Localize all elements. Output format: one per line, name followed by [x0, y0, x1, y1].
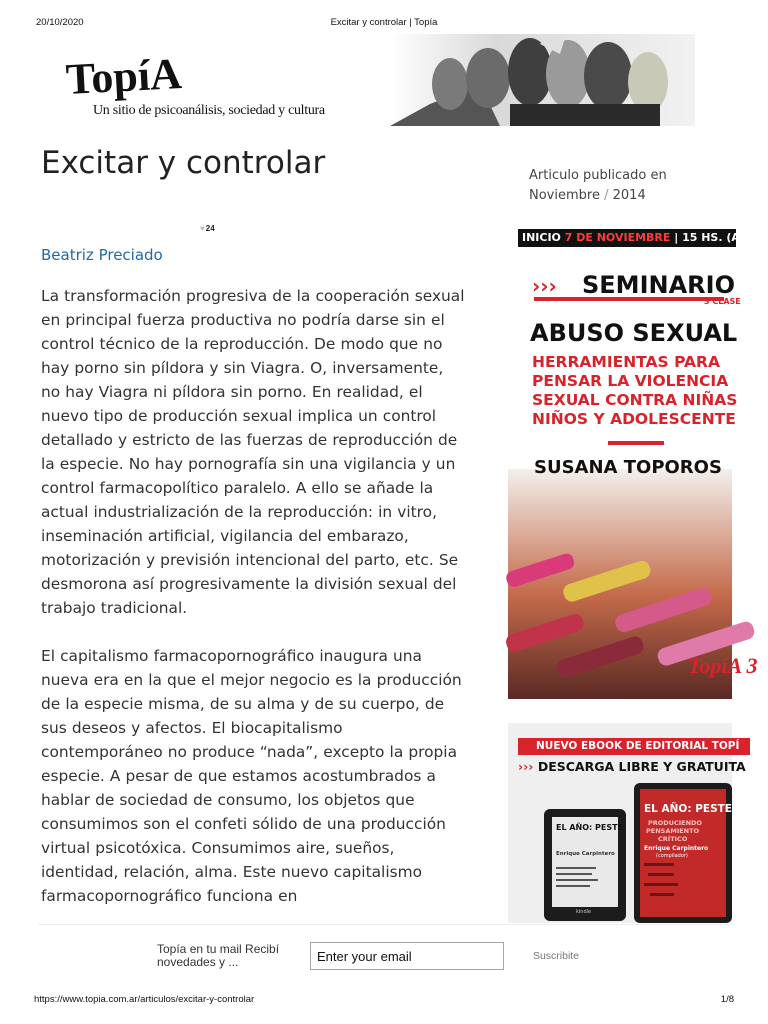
ebook-chevron-icon: ››› — [518, 759, 534, 774]
seminar-ad-logo: TopíA 3 — [688, 653, 758, 678]
share-counter[interactable] — [200, 224, 215, 233]
author-link[interactable]: Beatriz Preciado — [41, 246, 163, 264]
header-banner-image — [390, 34, 695, 126]
print-header — [0, 17, 768, 31]
seminar-ad-heading: SEMINARIO — [582, 271, 735, 299]
seminar-ad[interactable] — [508, 219, 758, 699]
print-url: https://www.topia.com.ar/articulos/excitar-y-controlar — [34, 994, 255, 1005]
site-logo-text: TopíA — [64, 48, 183, 104]
ebook-ad[interactable] — [508, 723, 746, 923]
article-paragraph: El capitalismo farmacopornográfico inaugura una nueva era en la que el mejor negocio es la producción de la especie misma, de su alma y de su cuerpo, de sus deseos y afectos. El biocapitalismo contemporáneo no produce “nada”, excepto la propia especie. A pesar de que estamos acostumbrados a hablar de sociedad de consumo, los objetos que consumimos son el confeti sólido de una producción virtual psicotóxica. Consumimos aire, sueños, identidad, relación, alma. Este nuevo capitalismo farmacopornográfico funciona en — [41, 647, 462, 905]
ebook-cover-title: EL AÑO: PESTE — [644, 803, 732, 815]
seminar-chevron-icon: ››› — [532, 274, 557, 298]
print-date: 20/10/2020 — [36, 17, 84, 28]
seminar-ad-classes: 3 CLASE — [704, 297, 741, 306]
ebook-cover-subtitle-1: PRODUCIENDO — [648, 819, 702, 827]
ebook-device-label: kindle — [576, 909, 592, 915]
ebook-ad-banner: NUEVO EBOOK DE EDITORIAL TOPÍ — [518, 738, 750, 755]
article-body — [41, 284, 466, 924]
published-year[interactable]: 2014 — [612, 188, 646, 203]
ebook-cover-editor: Enrique Carpintero — [644, 845, 709, 852]
ebook-kindle-editor: Enrique Carpintero — [556, 851, 615, 857]
share-icon: ♥ — [200, 224, 205, 233]
article-paragraph: La transformación progresiva de la cooperación sexual en principal fuerza productiva no podría darse sin el control técnico de la reproducción. De modo que no hay porno sin píldora y sin Viagra. O, inversamente, no hay Viagra ni píldora sin porno. En realidad, el nuevo tipo de producción sexual implica un control detallado y estricto de las fuerzas de reproducción de la especie. No hay pornografía sin una vigilancia y un control farmacopolítico paralelo. A ello se añade la actual industrialización de la reproducción: in vitro, inseminación artificial, vigilancia del embarazo, motorización y previsión intencional del parto, etc. Se desmorona así progresivamente la división sexual del trabajo tradicional. — [41, 287, 465, 617]
ebook-cover-subtitle-2: PENSAMIENTO — [646, 827, 700, 835]
published-label: Articulo publicado en — [529, 168, 667, 183]
newsletter-label: Topía en tu mail Recibí novedades y ... — [157, 942, 280, 969]
subscribe-button[interactable]: Suscribite — [516, 947, 596, 965]
newsletter-bar — [38, 924, 731, 991]
ebook-ad-subtitle: ››› DESCARGA LIBRE Y GRATUITA — [518, 759, 746, 774]
share-count-value: 24 — [205, 224, 215, 233]
seminar-ad-title: ABUSO SEXUAL — [530, 319, 738, 347]
published-date — [529, 186, 729, 206]
article-title: Excitar y controlar — [41, 145, 326, 181]
site-tagline: Un sitio de psicoanálisis, sociedad y cultura — [93, 103, 325, 118]
site-logo[interactable] — [64, 48, 183, 104]
publication-info — [529, 166, 729, 206]
seminar-ad-line: SEXUAL CONTRA NIÑAS — [532, 391, 738, 409]
seminar-ad-line: PENSAR LA VIOLENCIA — [532, 372, 729, 390]
print-page-title: Excitar y controlar | Topía — [330, 17, 438, 28]
print-page-number: 1/8 — [720, 994, 734, 1005]
seminar-ad-line: HERRAMIENTAS PARA — [532, 353, 720, 371]
seminar-ad-dates: INICIO 7 DE NOVIEMBRE | 15 HS. (A — [518, 229, 736, 247]
ebook-cover-subtitle-3: CRÍTICO — [658, 835, 688, 843]
email-input[interactable] — [310, 942, 504, 970]
ebook-cover-editor-role: (compilador) — [656, 853, 688, 859]
ebook-kindle-title: EL AÑO: PESTE — [556, 823, 624, 832]
published-month[interactable]: Noviembre — [529, 188, 600, 203]
seminar-ad-line: NIÑOS Y ADOLESCENTE — [532, 410, 736, 428]
published-separator: / — [604, 188, 609, 203]
print-footer — [0, 994, 768, 1008]
seminar-ad-speaker: SUSANA TOPOROS — [534, 457, 722, 478]
